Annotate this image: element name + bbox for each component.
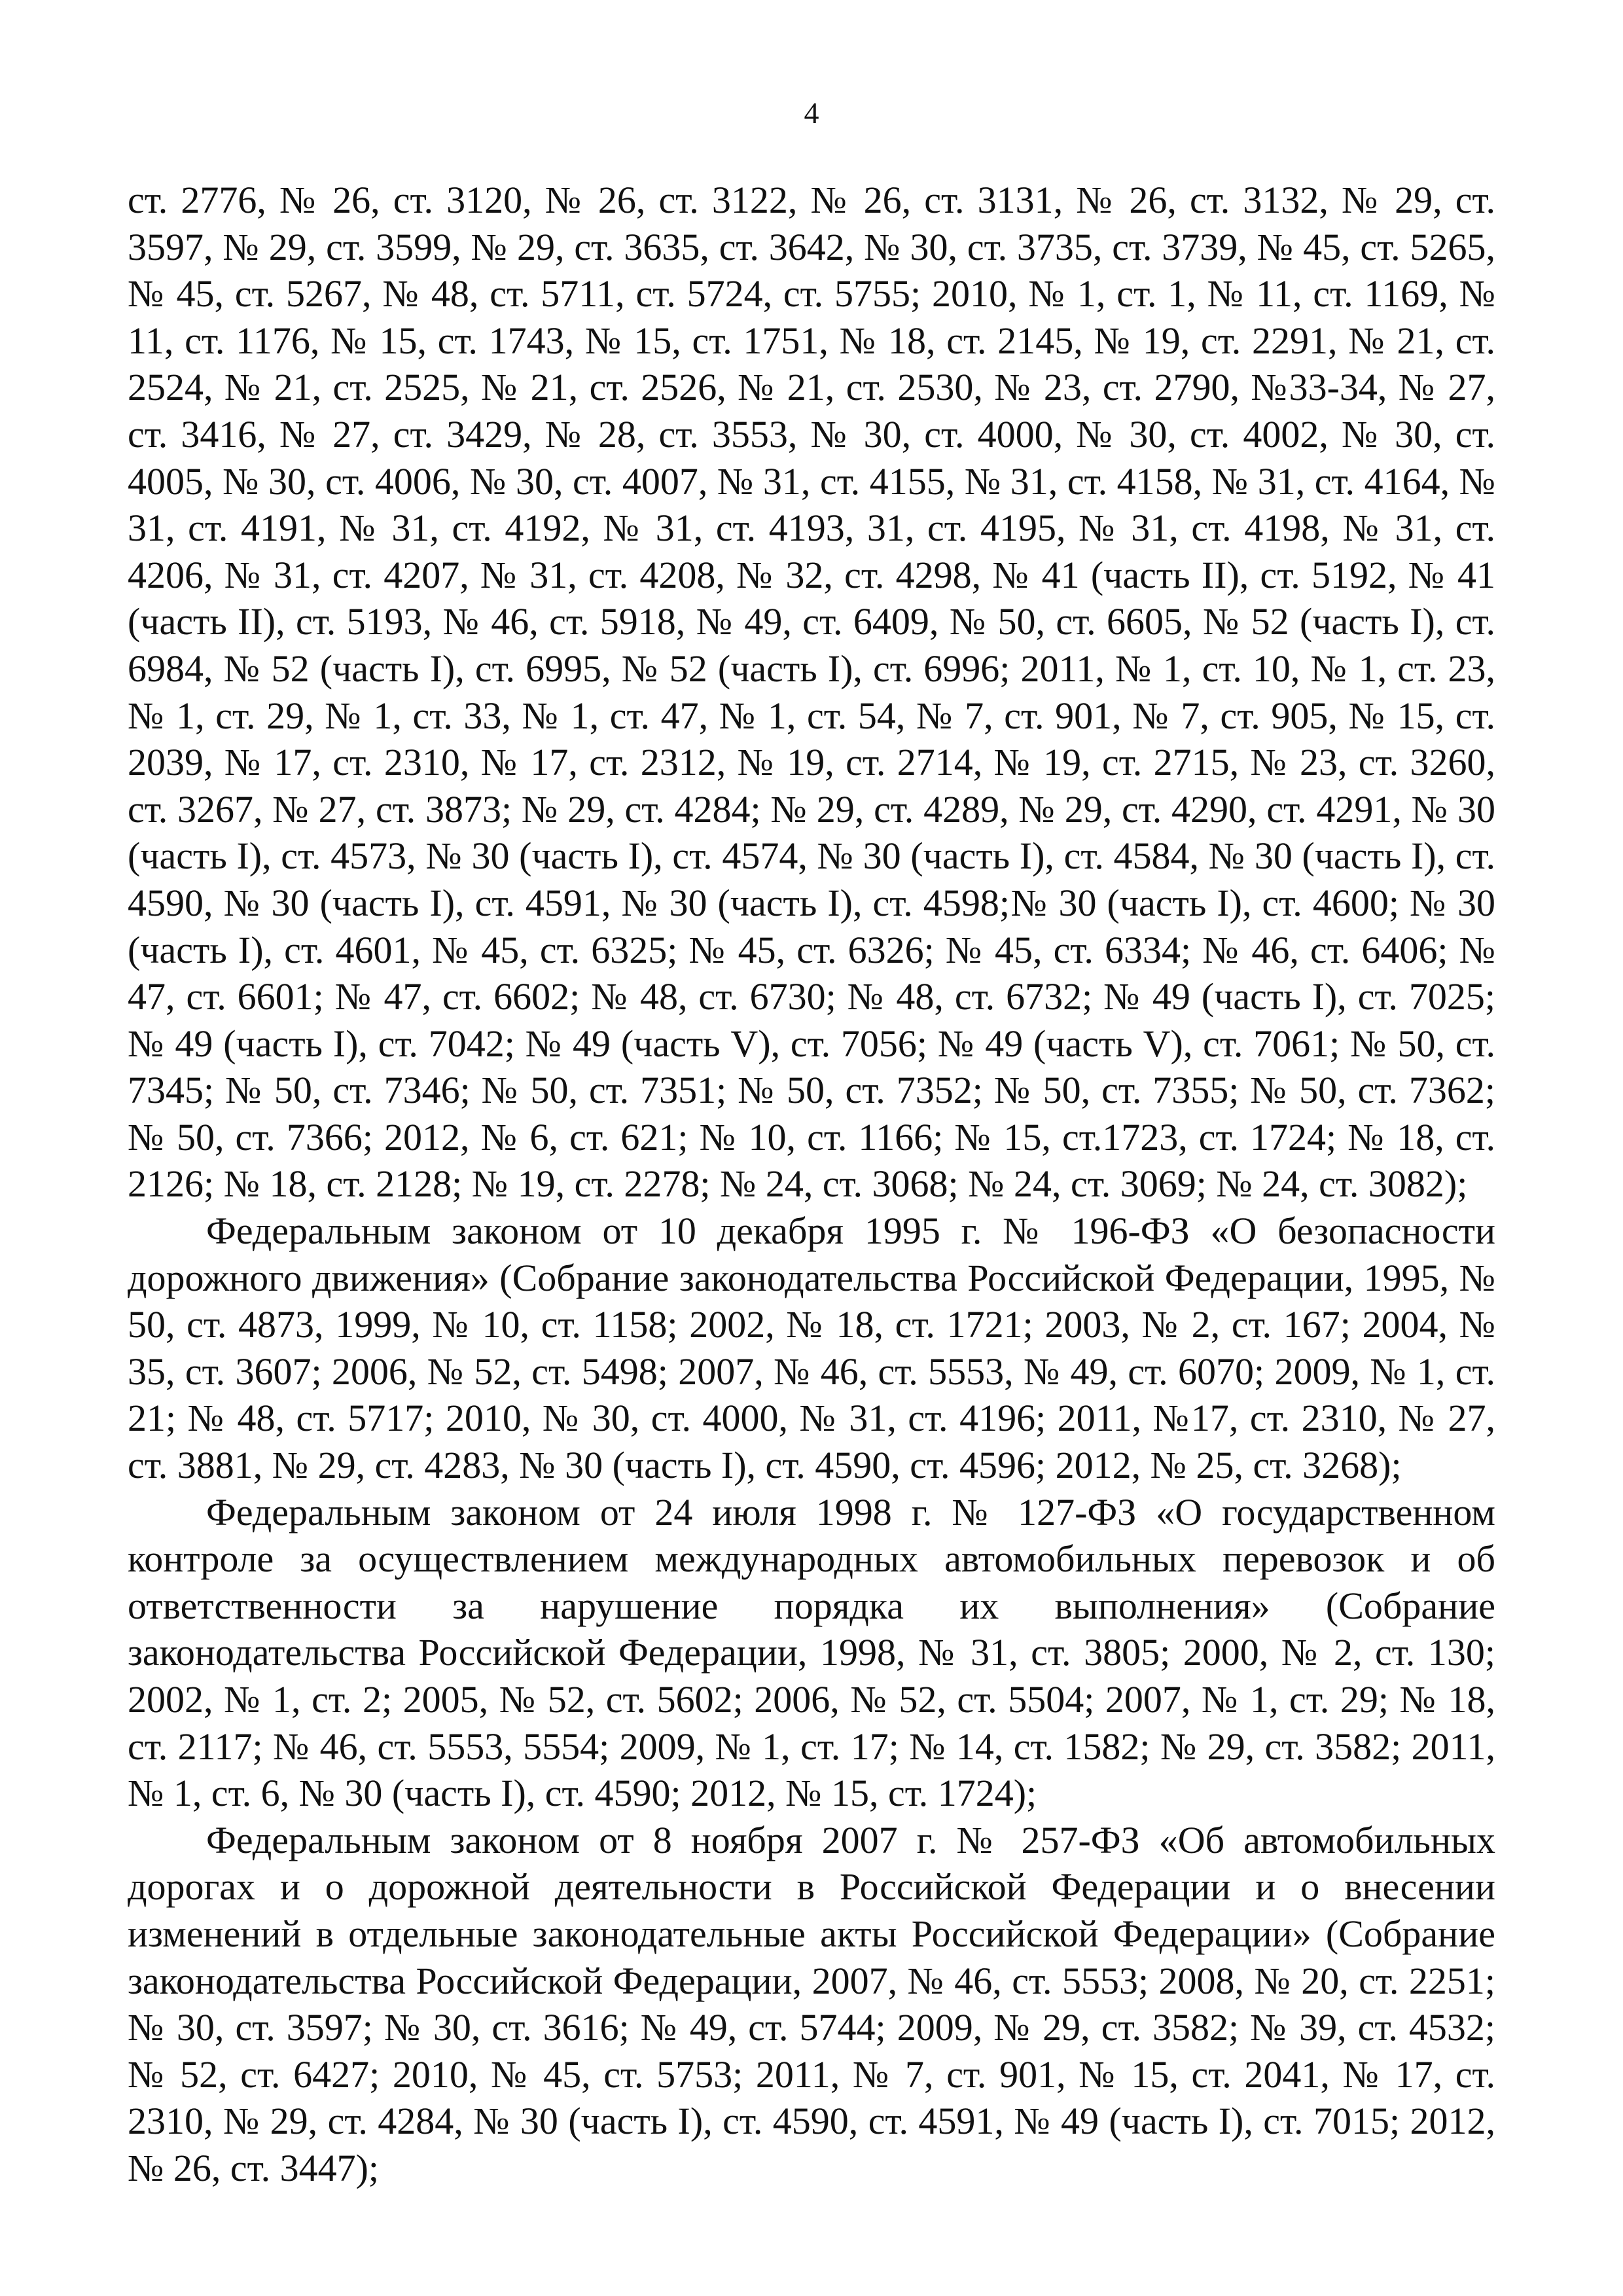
paragraph-continuation: ст. 2776, № 26, ст. 3120, № 26, ст. 3122, № 26, ст. 3131, № 26, ст. 3132, № 29, ст. 3597, № 29, ст. 3599, № 29, ст. 3635, ст. 3642, № 30, ст. 3735, ст. 3739, № 45, ст. 5265, № 45, ст. 5267, № 48, ст. 5711, ст. 5724, ст. 5755; 2010, № 1, ст. 1, № 11, ст. 1169, № 11, ст. 1176, № 15, ст. 1743, № 15, ст. 1751, № 18, ст. 2145, № 19, ст. 2291, № 21, ст. 2524, № 21, ст. 2525, № 21, ст. 2526, № 21, ст. 2530, № 23, ст. 2790, №33-34, № 27, ст. 3416, № 27, ст. 3429, № 28, ст. 3553, № 30, ст. 4000, № 30, ст. 4002, № 30, ст. 4005, № 30, ст. 4006, № 30, ст. 4007, № 31, ст. 4155, № 31, ст. 4158, № 31, ст. 4164, № 31, ст. 4191, № 31, ст. 4192, № 31, ст. 4193, 31, ст. 4195, № 31, ст. 4198, № 31, ст. 4206, № 31, ст. 4207, № 31, ст. 4208, № 32, ст. 4298, № 41 (часть II), ст. 5192, № 41 (часть II), ст. 5193, № 46, ст. 5918, № 49, ст. 6409, № 50, ст. 6605, № 52 (часть I), ст. 6984, № 52 (часть I), ст. 6995, № 52 (часть I), ст. 6996; 2011, № 1, ст. 10, № 1, ст. 23, № 1, ст. 29, № 1, ст. 33, № 1, ст. 47, № 1, ст. 54, № 7, ст. 901, № 7, ст. 905, № 15, ст. 2039, № 17, ст. 2310, № 17, ст. 2312, № 19, ст. 2714, № 19, ст. 2715, № 23, ст. 3260, ст. 3267, № 27, ст. 3873; № 29, ст. 4284; № 29, ст. 4289, № 29, ст. 4290, ст. 4291, № 30 (часть I), ст. 4573, № 30 (часть I), ст. 4574, № 30 (часть I), ст. 4584, № 30 (часть I), ст. 4590, № 30 (часть I), ст. 4591, № 30 (часть I), ст. 4598;№ 30 (часть I), ст. 4600; № 30 (часть I), ст. 4601, № 45, ст. 6325; № 45, ст. 6326; № 45, ст. 6334; № 46, ст. 6406; № 47, ст. 6601; № 47, ст. 6602; № 48, ст. 6730; № 48, ст. 6732; № 49 (часть I), ст. 7025; № 49 (часть I), ст. 7042; № 49 (часть V), ст. 7056; № 49 (часть V), ст. 7061; № 50, ст. 7345; № 50, ст. 7346; № 50, ст. 7351; № 50, ст. 7352; № 50, ст. 7355; № 50, ст. 7362; № 50, ст. 7366; 2012, № 6, ст. 621; № 10, ст. 1166; № 15, ст.1723, ст. 1724; № 18, ст. 2126; № 18, ст. 2128; № 19, ст. 2278; № 24, ст. 3068; № 24, ст. 3069; № 24, ст. 3082); xyxy=(128,179,1495,1206)
paragraph-law-196-fz: Федеральным законом от 10 декабря 1995 г. № 196-ФЗ «О безопасности дорожного движения» (Собрание законодательства Российской Федерации, 1995, № 50, ст. 4873, 1999, № 10, ст. 1158; 2002, № 18, ст. 1721; 2003, № 2, ст. 167; 2004, № 35, ст. 3607; 2006, № 52, ст. 5498; 2007, № 46, ст. 5553, № 49, ст. 6070; 2009, № 1, ст. 21; № 48, ст. 5717; 2010, № 30, ст. 4000, № 31, ст. 4196; 2011, №17, ст. 2310, № 27, ст. 3881, № 29, ст. 4283, № 30 (часть I), ст. 4590, ст. 4596; 2012, № 25, ст. 3268); xyxy=(128,1210,1495,1487)
paragraph-law-257-fz: Федеральным законом от 8 ноября 2007 г. № 257-ФЗ «Об автомобильных дорогах и о дорожной деятельности в Российской Федерации и о внесении изменений в отдельные законодательные акты Российской Федерации» (Собрание законодательства Российской Федерации, 2007, № 46, ст. 5553; 2008, № 20, ст. 2251; № 30, ст. 3597; № 30, ст. 3616; № 49, ст. 5744; 2009, № 29, ст. 3582; № 39, ст. 4532; № 52, ст. 6427; 2010, № 45, ст. 5753; 2011, № 7, ст. 901, № 15, ст. 2041, № 17, ст. 2310, № 29, ст. 4284, № 30 (часть I), ст. 4590, ст. 4591, № 49 (часть I), ст. 7015; 2012, № 26, ст. 3447); xyxy=(128,1818,1495,2189)
page-number: 4 xyxy=(804,96,819,130)
paragraph-law-127-fz: Федеральным законом от 24 июля 1998 г. № 127-ФЗ «О государственном контроле за осуществлением международных автомобильных перевозок и об ответственности за нарушение порядка их выполнения» (Собрание законодательства Российской Федерации, 1998, № 31, ст. 3805; 2000, № 2, ст. 130; 2002, № 1, ст. 2; 2005, № 52, ст. 5602; 2006, № 52, ст. 5504; 2007, № 1, ст. 29; № 18, ст. 2117; № 46, ст. 5553, 5554; 2009, № 1, ст. 17; № 14, ст. 1582; № 29, ст. 3582; 2011, № 1, ст. 6, № 30 (часть I), ст. 4590; 2012, № 15, ст. 1724); xyxy=(128,1490,1495,1815)
document-body xyxy=(128,177,1495,2192)
